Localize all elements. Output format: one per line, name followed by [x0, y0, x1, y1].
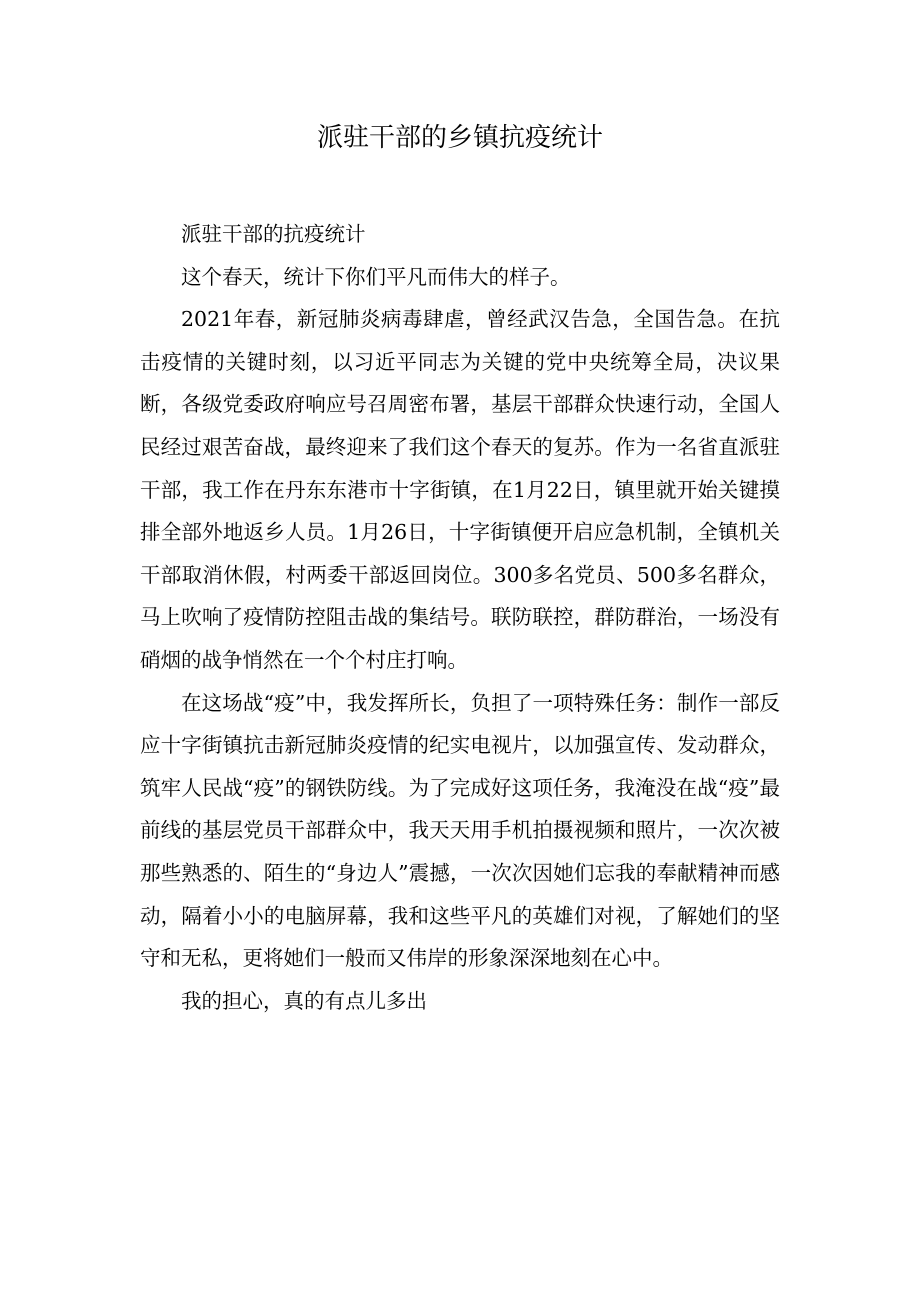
document-body [140, 213, 780, 1022]
document-title: 派驻干部的乡镇抗疫统计 [316, 123, 603, 153]
body-paragraph: 在这场战“疫”中，我发挥所长，负担了一项特殊任务：制作一部反应十字街镇抗击新冠肺炎疫情的纪实电视片，以加强宣传、发动群众，筑牢人民战“疫”的钢铁防线。为了完成好这项任务，我淹没在战“疫”最前线的基层党员干部群众中，我天天用手机拍摄视频和照片，一次次被那些熟悉的、陌生的“身边人”震撼，一次次因她们忘我的奉献精神而感动，隔着小小的电脑屏幕，我和这些平凡的英雄们对视，了解她们的坚守和无私，更将她们一般而又伟岸的形象深深地刻在心中。 [140, 690, 780, 971]
body-paragraph: 我的担心，真的有点儿多出 [181, 988, 427, 1013]
subtitle-paragraph: 派驻干部的抗疫统计 [181, 222, 366, 246]
body-paragraph: 2021年春，新冠肺炎病毒肆虐，曾经武汉告急，全国告急。在抗击疫情的关键时刻，以习近平同志为关键的党中央统筹全局，决议果断，各级党委政府响应号召周密布署，基层干部群众快速行动，全国人民经过艰苦奋战，最终迎来了我们这个春天的复苏。作为一名省直派驻干部，我工作在丹东东港市十字街镇，在1月22日，镇里就开始关键摸排全部外地返乡人员。1月26日，十字街镇便开启应急机制，全镇机关干部取消休假，村两委干部返回岗位。300多名党员、500多名群众，马上吹响了疫情防控阻击战的集结号。联防联控，群防群治，一场没有硝烟的战争悄然在一个个村庄打响。 [140, 307, 780, 672]
intro-paragraph: 这个春天，统计下你们平凡而伟大的样子。 [181, 264, 571, 289]
